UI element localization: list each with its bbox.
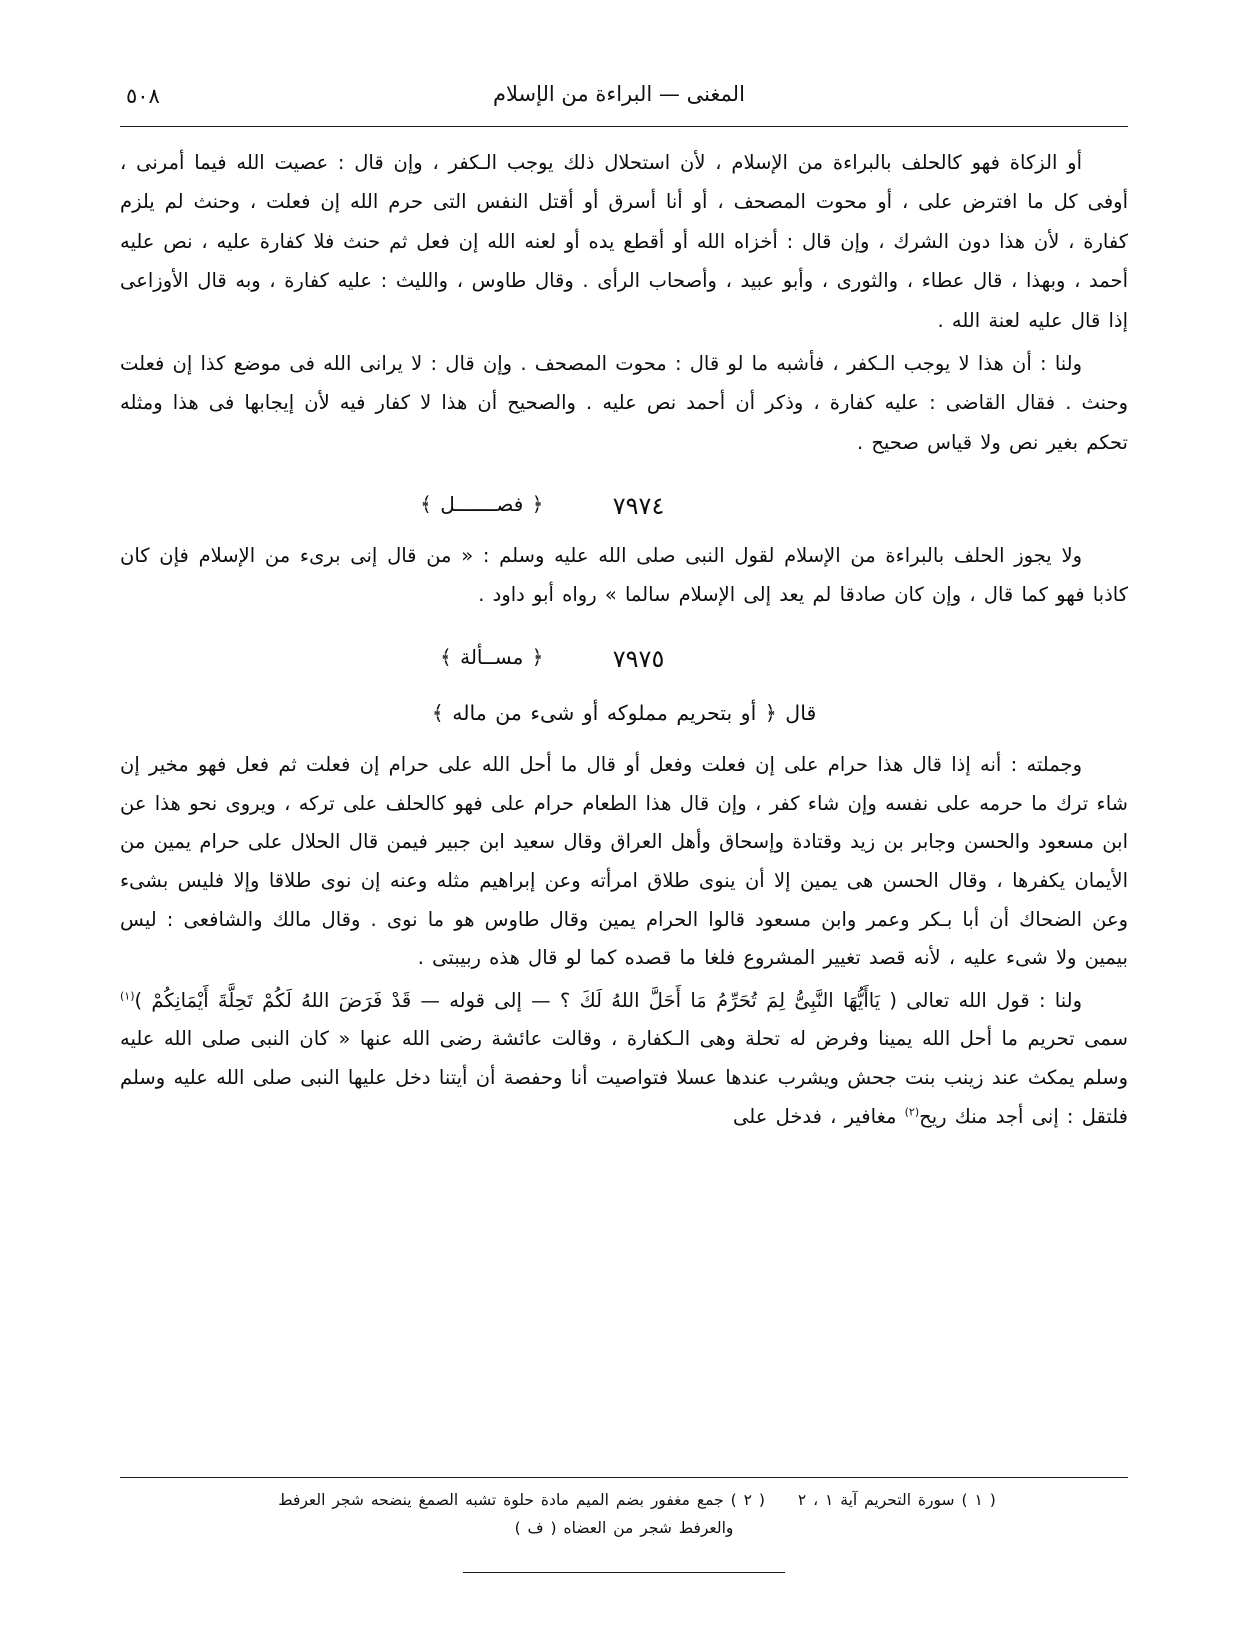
section-heading-7975 [120,633,1128,683]
section-number: ٧٩٧٤ [612,492,665,520]
footnote-divider [120,1477,1128,1478]
section-number: ٧٩٧٥ [612,644,665,673]
section-ornament-masala: ﴿ مســألة ﴾ [440,644,544,669]
matn-quote: قال ﴿ أو بتحريم مملوكه أو شىء من ماله ﴾ [431,700,817,725]
footnote-marker-1: (١) [120,989,135,1003]
final-text-mid: سمى تحريم ما أحل الله يمينا وفرض له تحلة وهى الـكفارة ، وقالت عائشة رضى الله عنها « كان النبى صلى الله عليه وسلم يمكث عند زينب بنت جحش ويشرب عندها عسلا فتواصيت أنا وحفصة أن أيتنا دخل عليها النبى صلى الله عليه وسلم فلتقل : إنى أجد منك ريح [120,1027,1128,1128]
final-text-before: ولنا : قول الله تعالى ( يَاأَيُّهَا النَّبِىُّ لِمَ تُحَرِّمُ مَا أَحَلَّ اللهُ لَكَ ؟ — إلى قوله — قَدْ فَرَضَ اللهُ لَكُمْ تَحِلَّةَ أَيْمَانِكُمْ ) [134,988,1082,1012]
footnote-1: ( ١ ) سورة التحريم آية ١ ، ٢ [797,1490,996,1509]
page-header [120,70,1128,122]
section1-text: ولا يجوز الحلف بالبراءة من الإسلام لقول النبى صلى الله عليه وسلم : « من قال إنى برىء من الإسلام فإن كان كاذبا فهو كما قال ، وإن كان صادقا لم يعد إلى الإسلام سالما » رواه أبو داود . [120,544,1128,607]
book-title: المغنى — البراءة من الإسلام [493,82,745,106]
footnote-marker-2: (٢) [904,1105,920,1119]
footnote-2: ( ٢ ) جمع مغفور بضم الميم مادة حلوة تشبه الصمغ ينضحه شجر العرفط [278,1490,765,1509]
footnote-row-2 [120,1514,1128,1543]
paragraph-1: أو الزكاة فهو كالحلف بالبراءة من الإسلام ، لأن استحلال ذلك يوجب الـكفر ، وإن قال : عصيت الله فيما أمرنى ، أوفى كل ما افترض على ، أو محوت المصحف ، أو أنا أسرق أو أقتل النفس التى حرم الله إن فعلت ، وحنث لم يلزم كفارة ، لأن هذا دون الشرك ، وإن قال : أخزاه الله أو أقطع يده أو لعنه الله إن فعل ثم حنث فلا كفارة عليه ، نص عليه أحمد ، وبهذا ، قال عطاء ، والثورى ، وأبو عبيد ، وأصحاب الرأى . وقال طاوس ، والليث : عليه كفارة ، وبه قال الأوزاعى إذا قال عليه لعنة الله . [120,151,1128,332]
section-heading-7974 [120,480,1128,530]
footnotes-block [120,1477,1128,1543]
section-ornament-fasl: ﴿ فصـــــــل ﴾ [420,492,544,516]
final-paragraph [120,982,1128,1136]
final-text-after: مغافير ، فدخل على [733,1104,905,1128]
page-sheet [120,70,1128,1587]
footnote-row-1 [120,1486,1128,1515]
page-number: ٥٠٨ [126,84,160,108]
bottom-divider [463,1572,786,1573]
section2-commentary: وجملته : أنه إذا قال هذا حرام على إن فعلت وفعل أو قال ما أحل الله على حرام إن فعلت ثم فعل فهو مخير إن شاء ترك ما حرمه على نفسه وإن شاء كفر ، وإن قال هذا الطعام حرام على فهو كالحلف على تركه ، ويروى نحو هذا عن ابن مسعود والحسن وجابر بن زيد وقتادة وإسحاق وأهل العراق وقال سعيد ابن جبير فيمن قال الحلال على حرام يمين من الأيمان يكفرها ، وقال الحسن هى يمين إلا أن ينوى طلاق امرأته وعن إبراهيم مثله وعنه إن نوى طلاقا وإلا فليس بشىء وعن الضحاك أن أبا بـكر وعمر وابن مسعود قالوا الحرام يمين وقال طاوس هو ما نوى . وقال مالك والشافعى : ليس بيمين ولا شىء عليه ، لأنه قصد تغيير المشروع فلغا ما قصده كما لو قال هذه ربيبتى . [120,753,1128,970]
footnote-2-continued: والعرفط شجر من العضاه ( ف ) [514,1519,734,1538]
paragraph-2: ولنا : أن هذا لا يوجب الـكفر ، فأشبه ما لو قال : محوت المصحف . وإن قال : لا يرانى الله فى موضع كذا إن فعلت وحنث . فقال القاضى : عليه كفارة ، وذكر أن أحمد نص عليه . والصحيح أن هذا لا كفار فيه لأن إيجابها فى هذا ومثله تحكم بغير نص ولا قياس صحيح . [120,351,1128,454]
page-body [120,127,1128,1136]
